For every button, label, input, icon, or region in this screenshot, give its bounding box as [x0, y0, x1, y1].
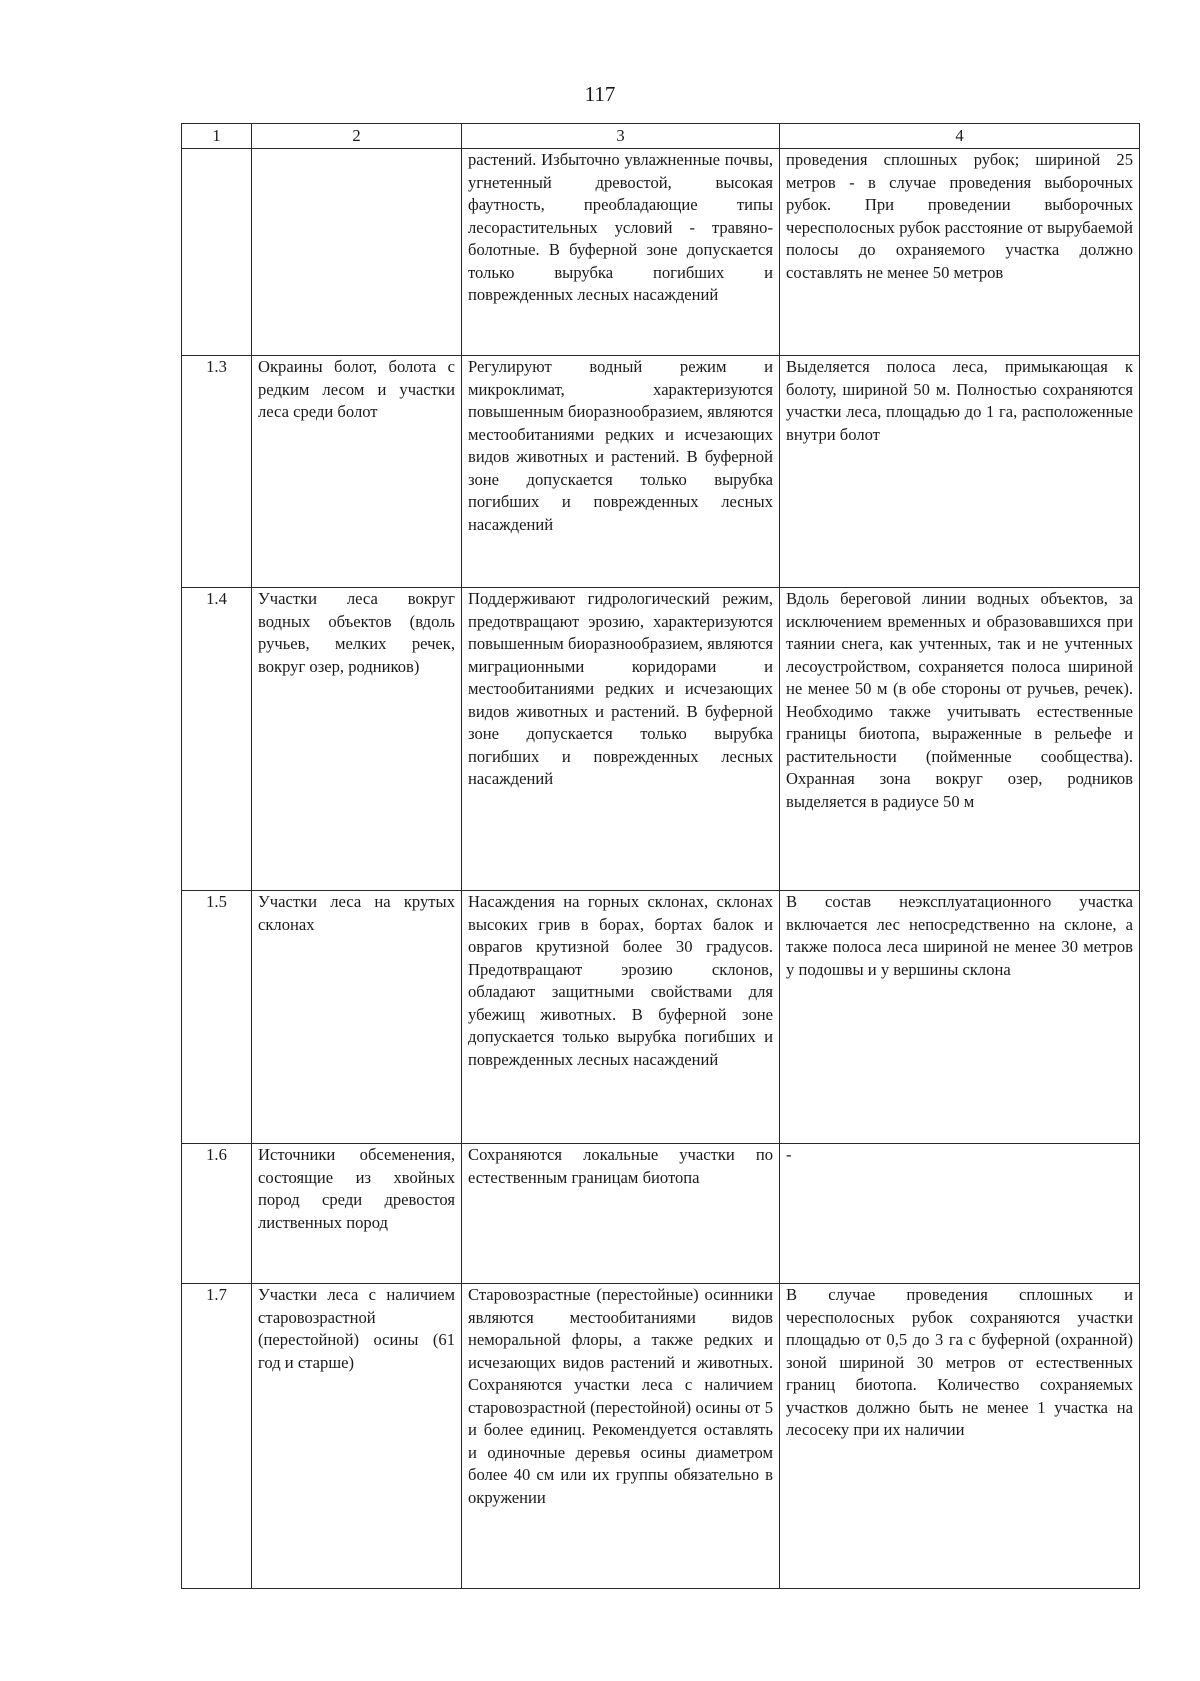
- page-number: 117: [584, 82, 616, 106]
- row-number: [182, 149, 252, 356]
- table-row: [182, 149, 1140, 356]
- row-number: 1.4: [182, 588, 252, 891]
- row-requirements: Вдоль береговой линии водных объектов, за исключением временных и образовавшихся при таянии снега, как учтенных, так и не учтенных лесоустройством, сохраняется полоса шириной не менее 50 м (в обе стороны от ручьев, речек). Необходимо также учитывать естественные границы биотопа, выраженные в рельефе и растительности (пойменные сообщества). Охранная зона вокруг озер, родников выделяется в радиусе 50 м: [780, 588, 1140, 891]
- table-header-row: [182, 124, 1140, 149]
- column-header: 4: [780, 124, 1140, 149]
- row-description: Регулируют водный режим и микроклимат, характеризуются повышенным биоразнообразием, являются местообитаниями редких и исчезающих видов животных и растений. В буферной зоне допускается только вырубка погибших и поврежденных лесных насаждений: [462, 356, 780, 588]
- table-row: [182, 1284, 1140, 1589]
- row-number: 1.3: [182, 356, 252, 588]
- row-description: Старовозрастные (перестойные) осинники являются местообитаниями видов неморальной флоры, а также редких и исчезающих видов растений и животных. Сохраняются участки леса с наличием старовозрастной (перестойной) осины от 5 и более единиц. Рекомендуется оставлять и одиночные деревья осины диаметром более 40 см или их группы обязательно в окружении: [462, 1284, 780, 1589]
- column-header: 1: [182, 124, 252, 149]
- document-table: [181, 123, 1140, 1589]
- row-name: Участки леса с наличием старовозрастной (перестойной) осины (61 год и старше): [252, 1284, 462, 1589]
- row-number: 1.7: [182, 1284, 252, 1589]
- row-name: Участки леса вокруг водных объектов (вдоль ручьев, мелких речек, вокруг озер, родников): [252, 588, 462, 891]
- row-description: Поддерживают гидрологический режим, предотвращают эрозию, характеризуются повышенным биоразнообразием, являются миграционными коридорами и местообитаниями редких и исчезающих видов животных и растений. В буферной зоне допускается только вырубка погибших и поврежденных лесных насаждений: [462, 588, 780, 891]
- row-requirements: Выделяется полоса леса, примыкающая к болоту, шириной 50 м. Полностью сохраняются участки леса, площадью до 1 га, расположенные внутри болот: [780, 356, 1140, 588]
- table-row: [182, 588, 1140, 891]
- row-name: Окраины болот, болота с редким лесом и участки леса среди болот: [252, 356, 462, 588]
- table-row: [182, 1144, 1140, 1284]
- row-name: Участки леса на крутых склонах: [252, 891, 462, 1144]
- column-header: 2: [252, 124, 462, 149]
- row-name: [252, 149, 462, 356]
- table-row: [182, 356, 1140, 588]
- row-description: растений. Избыточно увлажненные почвы, угнетенный древостой, высокая фаутность, преобладающие типы лесорастительных условий - травяно-болотные. В буферной зоне допускается только вырубка погибших и поврежденных лесных насаждений: [462, 149, 780, 356]
- row-requirements: -: [780, 1144, 1140, 1284]
- column-header: 3: [462, 124, 780, 149]
- row-requirements: проведения сплошных рубок; шириной 25 метров - в случае проведения выборочных рубок. При проведении выборочных чересполосных рубок расстояние от вырубаемой полосы до охраняемого участка должно составлять не менее 50 метров: [780, 149, 1140, 356]
- row-number: 1.6: [182, 1144, 252, 1284]
- table-row: [182, 891, 1140, 1144]
- row-requirements: В состав неэксплуатационного участка включается лес непосредственно на склоне, а также полоса леса шириной не менее 30 метров у подошвы и у вершины склона: [780, 891, 1140, 1144]
- row-name: Источники обсеменения, состоящие из хвойных пород среди древостоя лиственных пород: [252, 1144, 462, 1284]
- row-requirements: В случае проведения сплошных и чересполосных рубок сохраняются участки площадью от 0,5 до 3 га с буферной (охранной) зоной шириной 30 метров от естественных границ биотопа. Количество сохраняемых участков должно быть не менее 1 участка на лесосеку при их наличии: [780, 1284, 1140, 1589]
- row-description: Сохраняются локальные участки по естественным границам биотопа: [462, 1144, 780, 1284]
- row-description: Насаждения на горных склонах, склонах высоких грив в борах, бортах балок и оврагов крутизной более 30 градусов. Предотвращают эрозию склонов, обладают защитными свойствами для убежищ животных. В буферной зоне допускается только вырубка погибших и поврежденных лесных насаждений: [462, 891, 780, 1144]
- row-number: 1.5: [182, 891, 252, 1144]
